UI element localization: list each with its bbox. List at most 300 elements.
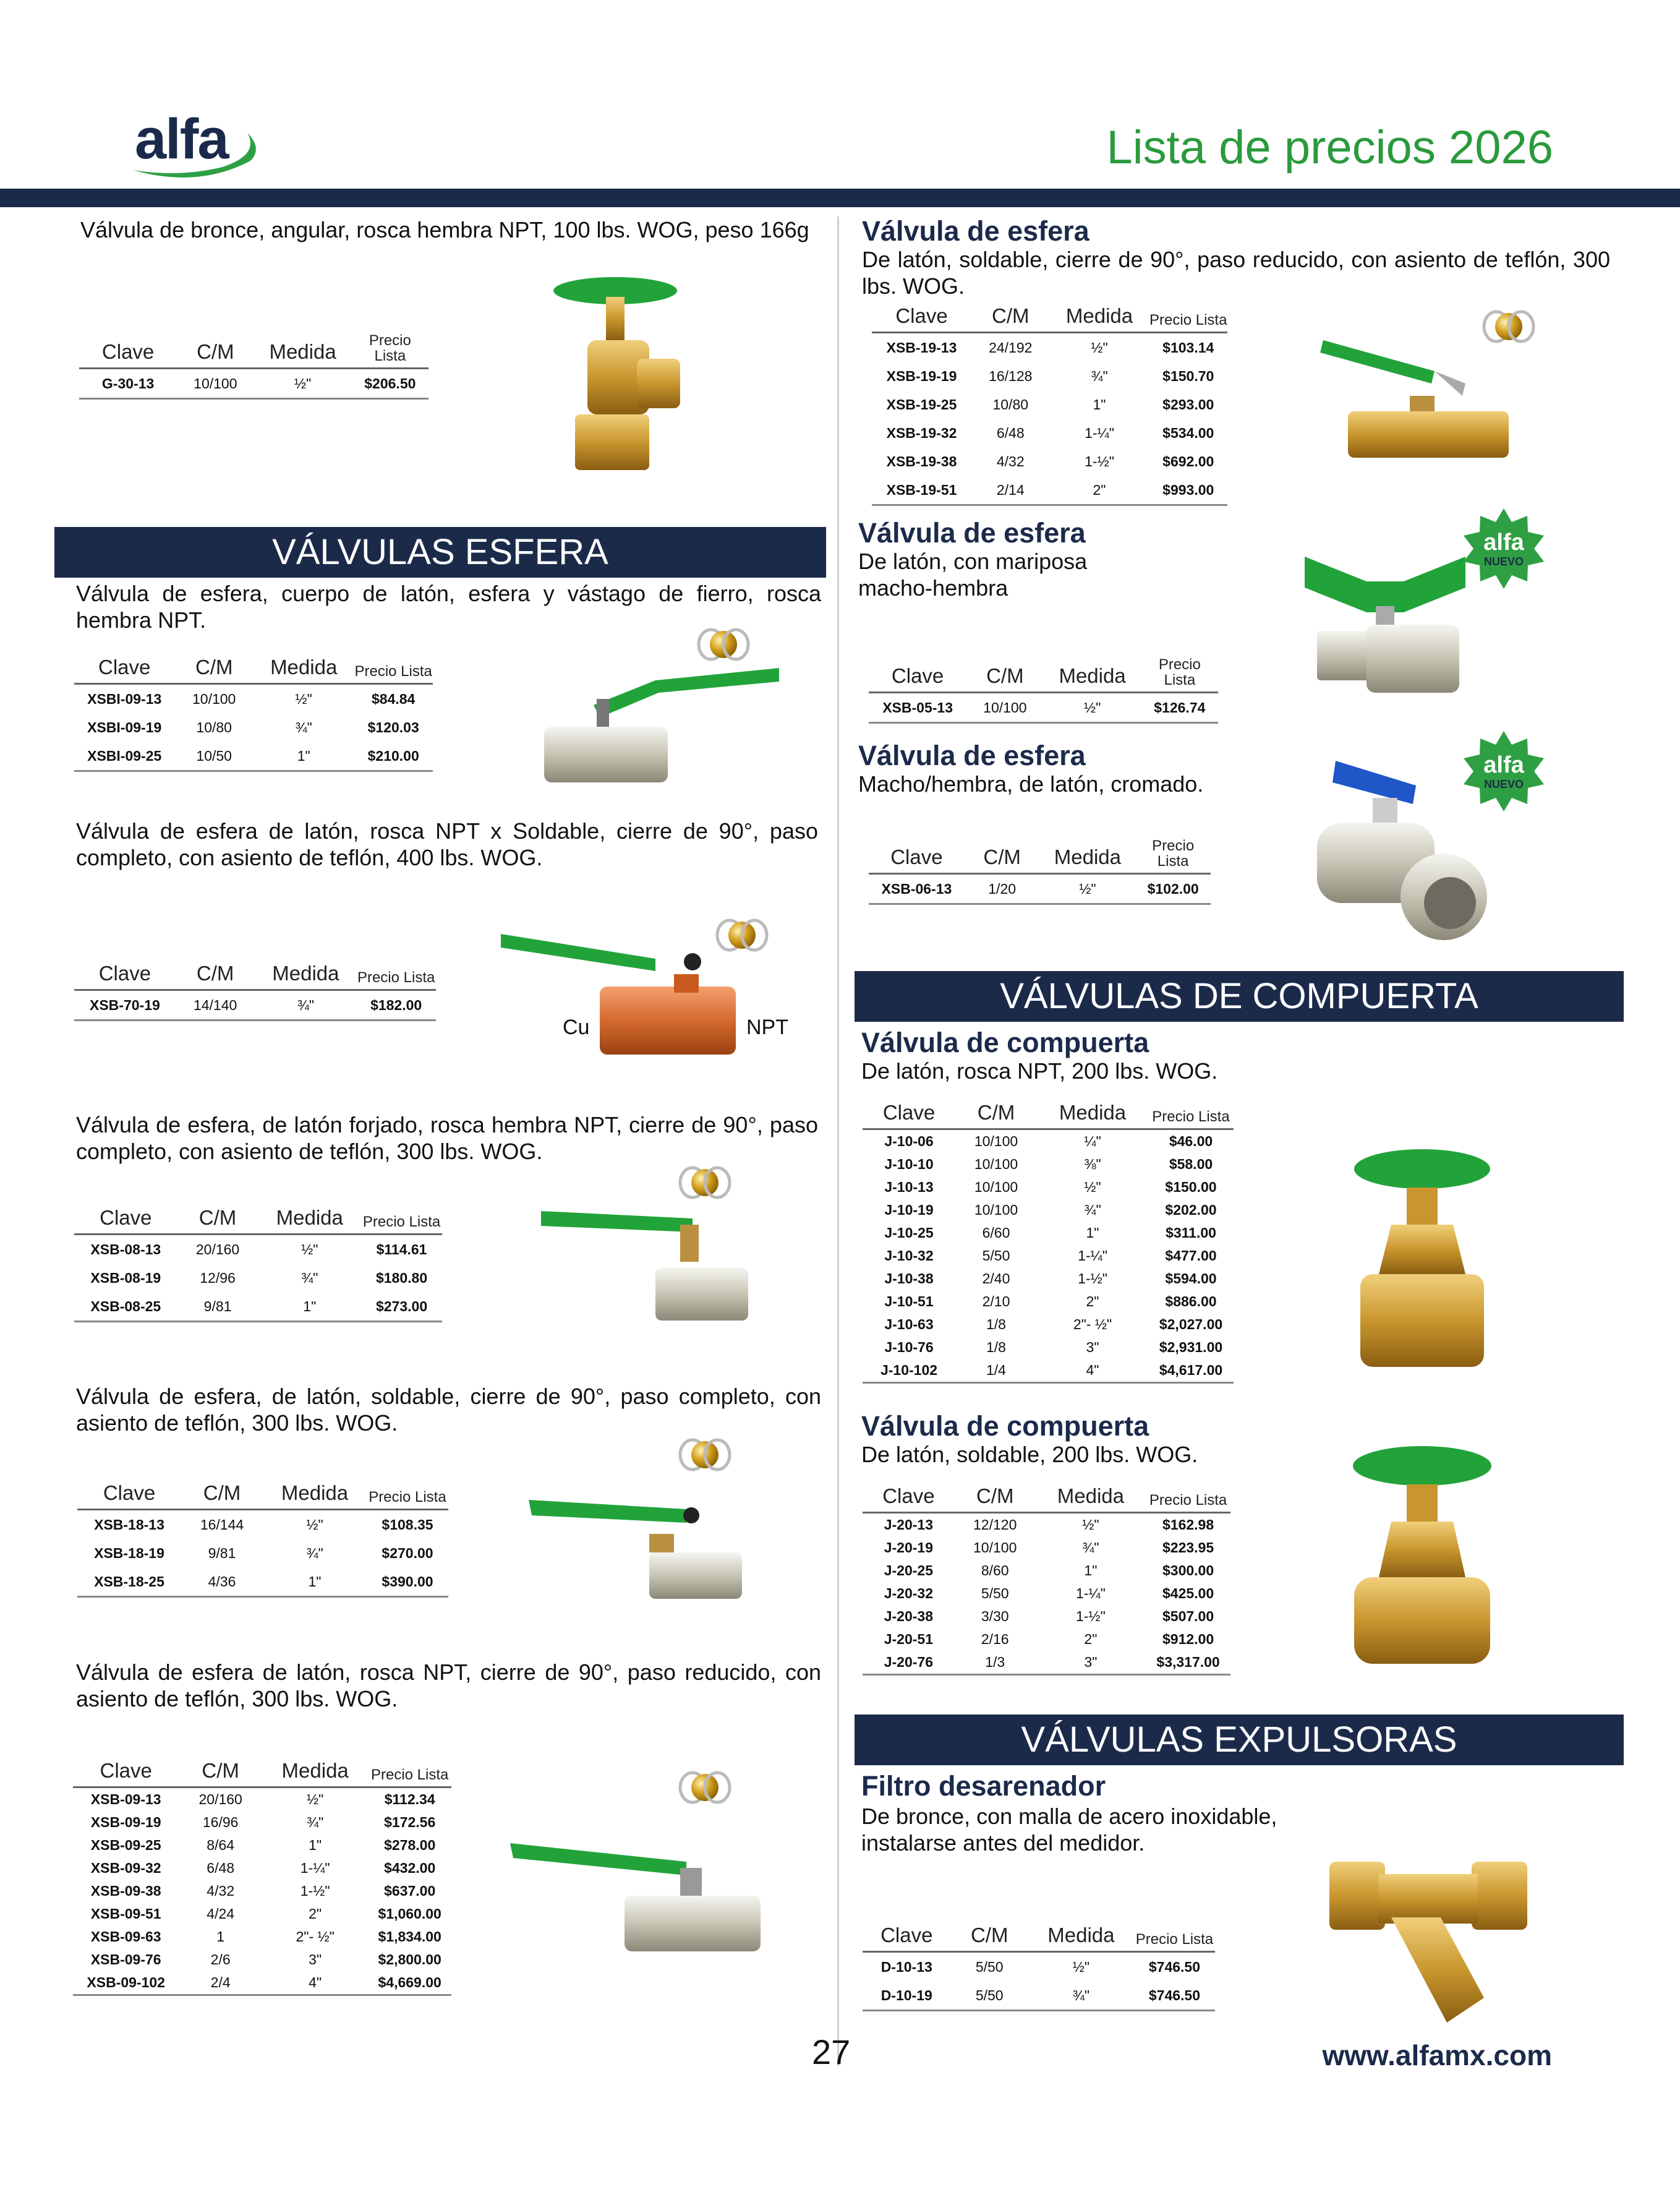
cm-cell: 4/32 xyxy=(996,453,1025,469)
medida-cell: ½" xyxy=(306,1791,324,1807)
cm-cell: 2/40 xyxy=(982,1270,1010,1287)
precio-cell: $1,834.00 xyxy=(378,1929,441,1945)
clave-cell: J-20-13 xyxy=(884,1517,934,1533)
col-medida: Medida xyxy=(254,333,351,369)
cm-cell: 16/96 xyxy=(202,1814,239,1830)
medida-cell: ½" xyxy=(1084,1179,1101,1195)
col-medida: Medida xyxy=(254,656,354,684)
precio-cell: $4,617.00 xyxy=(1148,1359,1234,1383)
cm-cell: 1/4 xyxy=(955,1359,1037,1383)
clave-cell: J-10-102 xyxy=(863,1359,955,1383)
medida-cell: ¼" xyxy=(1084,1133,1101,1149)
clave-cell: XSB-18-19 xyxy=(94,1544,164,1561)
col-cm: C/M xyxy=(179,1759,262,1787)
medida-cell: 1" xyxy=(263,1567,367,1597)
medida-cell: ½" xyxy=(1039,874,1135,904)
precio-cell: $114.61 xyxy=(376,1241,427,1257)
col-clave: Clave xyxy=(74,1206,177,1235)
medida-cell: 1-½" xyxy=(1075,1608,1106,1624)
xsb08-desc: Válvula de esfera, de latón forjado, rosca hembra NPT, cierre de 90°, paso completo, con asiento de teflón, 300 lbs. WOG. xyxy=(76,1112,818,1164)
table-row xyxy=(73,1880,451,1903)
clave-cell: J-10-25 xyxy=(884,1225,934,1241)
xsbi-table xyxy=(74,656,433,772)
medida-cell: ⅜" xyxy=(1084,1156,1101,1172)
precio-cell: $150.00 xyxy=(1165,1179,1217,1195)
col-medida: Medida xyxy=(1036,1484,1146,1513)
clave-cell: XSBI-09-25 xyxy=(74,742,174,771)
precio-cell: $746.50 xyxy=(1148,1958,1201,1975)
j20-desc: De latón, soldable, 200 lbs. WOG. xyxy=(861,1442,1198,1467)
medida-cell: ¾" xyxy=(1082,1539,1099,1556)
table-row xyxy=(73,1948,451,1971)
col-clave: Clave xyxy=(74,962,176,990)
table-row xyxy=(863,1952,1215,1982)
xsb05-desc: De latón, con mariposa macho-hembra xyxy=(858,549,1088,601)
table-row xyxy=(872,362,1227,390)
section-banner-esfera: VÁLVULAS ESFERA xyxy=(54,527,826,578)
precio-cell: $912.00 xyxy=(1162,1631,1214,1647)
xsb09-desc: Válvula de esfera de latón, rosca NPT, cierre de 90°, paso reducido, con asiento de teflón, 300 lbs. WOG. xyxy=(76,1659,821,1711)
cm-cell: 14/140 xyxy=(176,990,255,1021)
d10-desc: De bronce, con malla de acero inoxidable, instalarse antes del medidor. xyxy=(861,1804,1277,1856)
precio-cell: $594.00 xyxy=(1165,1270,1217,1287)
cm-cell: 4/36 xyxy=(181,1567,263,1597)
clave-cell: J-20-38 xyxy=(884,1608,934,1624)
xsb70-valve-image xyxy=(495,915,791,1064)
clave-cell: XSB-19-19 xyxy=(886,367,957,384)
xsb05-valve-image xyxy=(1298,544,1484,717)
table-row xyxy=(74,1292,442,1322)
cm-cell: 5/50 xyxy=(981,1585,1009,1601)
medida-cell: 2"- ½" xyxy=(1073,1316,1112,1332)
col-clave: Clave xyxy=(77,1481,181,1510)
clave-cell: XSB-70-19 xyxy=(74,990,176,1021)
cm-cell: 5/50 xyxy=(982,1248,1010,1264)
medida-cell: ¾" xyxy=(306,1814,324,1830)
table-row xyxy=(872,447,1227,476)
cm-cell: 20/160 xyxy=(195,1241,240,1257)
table-row xyxy=(872,419,1227,447)
xsb05-table xyxy=(869,657,1218,724)
label-npt: NPT xyxy=(746,1016,788,1039)
cm-cell: 5/50 xyxy=(951,1981,1028,2011)
clave-cell: XSB-19-25 xyxy=(886,396,957,413)
header-bar xyxy=(0,189,1680,207)
alfa-logo xyxy=(130,102,266,186)
precio-cell: $112.34 xyxy=(384,1791,435,1807)
table-row xyxy=(863,1176,1234,1199)
label-cu: Cu xyxy=(563,1016,590,1039)
j20-table xyxy=(863,1484,1230,1676)
ball-icon xyxy=(699,630,748,659)
clave-cell: J-20-32 xyxy=(884,1585,934,1601)
table-row xyxy=(77,1567,448,1597)
nuevo-badge xyxy=(1464,508,1544,589)
table-row xyxy=(74,713,433,742)
medida-cell: 2" xyxy=(309,1906,322,1922)
j10-desc: De latón, rosca NPT, 200 lbs. WOG. xyxy=(861,1058,1218,1084)
col-precio: Precio Lista xyxy=(354,656,433,684)
page-title: Lista de precios 2026 xyxy=(1106,121,1553,174)
clave-cell: XSB-18-25 xyxy=(77,1567,181,1597)
clave-cell: J-10-06 xyxy=(884,1133,934,1149)
clave-cell: J-20-19 xyxy=(884,1539,934,1556)
cm-cell: 6/48 xyxy=(996,424,1025,441)
table-row xyxy=(863,1582,1230,1605)
clave-cell: J-10-19 xyxy=(884,1202,934,1218)
j20-title: Válvula de compuerta xyxy=(861,1410,1149,1442)
table-row xyxy=(863,1513,1230,1537)
precio-cell: $126.74 xyxy=(1141,693,1218,723)
col-precio: Precio Lista xyxy=(1149,304,1228,333)
xsb18-table xyxy=(77,1481,448,1598)
table-row xyxy=(863,1129,1234,1154)
medida-cell: 3" xyxy=(309,1951,322,1967)
medida-cell: ¾" xyxy=(255,990,356,1021)
clave-cell: XSB-09-102 xyxy=(73,1971,179,1995)
col-precio: Precio Lista xyxy=(1135,838,1211,874)
medida-cell: ½" xyxy=(1072,1958,1090,1975)
medida-cell: 2" xyxy=(1050,476,1149,505)
col-cm: C/M xyxy=(174,656,254,684)
medida-cell: 1" xyxy=(309,1837,322,1853)
table-row xyxy=(74,684,433,714)
precio-cell: $390.00 xyxy=(367,1567,448,1597)
medida-cell: 4" xyxy=(262,1971,368,1995)
medida-cell: ¾" xyxy=(1028,1981,1134,2011)
table-row xyxy=(863,1290,1234,1313)
precio-cell: $293.00 xyxy=(1162,396,1214,413)
cm-cell: 10/100 xyxy=(974,1202,1018,1218)
medida-cell: ½" xyxy=(306,1516,323,1533)
table-row xyxy=(863,1628,1230,1651)
angular-desc: Válvula de bronce, angular, rosca hembra NPT, 100 lbs. WOG, peso 166g xyxy=(80,217,809,242)
clave-cell: XSB-09-19 xyxy=(90,1814,161,1830)
medida-cell: ½" xyxy=(1091,339,1108,356)
medida-cell: 2" xyxy=(1086,1293,1099,1309)
ball-icon xyxy=(1484,312,1533,341)
cm-cell: 2/6 xyxy=(210,1951,231,1967)
precio-cell: $58.00 xyxy=(1169,1156,1213,1172)
medida-cell: ¾" xyxy=(301,1269,318,1286)
cm-cell: 20/160 xyxy=(198,1791,242,1807)
col-precio: Precio Lista xyxy=(367,1481,448,1510)
table-row xyxy=(863,1559,1230,1582)
medida-cell: ¾" xyxy=(1091,367,1108,384)
col-clave: Clave xyxy=(863,1101,955,1129)
col-precio: Precio Lista xyxy=(361,1206,442,1235)
angular-table xyxy=(79,333,429,400)
cm-cell: 10/100 xyxy=(177,369,254,399)
cm-cell: 12/120 xyxy=(973,1517,1017,1533)
clave-cell: XSB-09-76 xyxy=(90,1951,161,1967)
cm-cell: 1/3 xyxy=(955,1651,1036,1675)
clave-cell: J-20-51 xyxy=(884,1631,934,1647)
clave-cell: XSBI-09-19 xyxy=(87,719,162,735)
precio-cell: $278.00 xyxy=(384,1837,436,1853)
badge-label: NUEVO xyxy=(1483,555,1524,568)
badge-brand: alfa xyxy=(1483,752,1524,778)
badge-brand: alfa xyxy=(1483,529,1524,555)
precio-cell: $172.56 xyxy=(384,1814,436,1830)
medida-cell: ½" xyxy=(1082,1517,1099,1533)
col-cm: C/M xyxy=(181,1481,263,1510)
cm-cell: 3/30 xyxy=(981,1608,1009,1624)
table-row xyxy=(863,1536,1230,1559)
col-precio: Precio Lista xyxy=(356,962,436,990)
medida-cell: 1-½" xyxy=(300,1883,330,1899)
precio-cell: $84.84 xyxy=(372,690,416,707)
col-cm: C/M xyxy=(176,962,255,990)
medida-cell: 3" xyxy=(1036,1651,1146,1675)
xsb19-title: Válvula de esfera xyxy=(862,215,1089,247)
j20-valve-image xyxy=(1342,1441,1503,1676)
precio-cell: $477.00 xyxy=(1165,1248,1217,1264)
precio-cell: $120.03 xyxy=(367,719,419,735)
d10-table xyxy=(863,1924,1215,2011)
clave-cell: XSB-09-32 xyxy=(90,1860,161,1876)
precio-cell: $3,317.00 xyxy=(1146,1651,1230,1675)
clave-cell: XSBI-09-13 xyxy=(87,690,162,707)
xsb06-desc: Macho/hembra, de latón, cromado. xyxy=(858,771,1204,797)
clave-cell: XSB-19-38 xyxy=(886,453,957,469)
section-banner-compuerta: VÁLVULAS DE COMPUERTA xyxy=(855,971,1624,1022)
col-cm: C/M xyxy=(965,838,1040,874)
xsb19-valve-image xyxy=(1311,303,1558,464)
cm-cell: 10/100 xyxy=(974,1179,1018,1195)
clave-cell: D-10-19 xyxy=(863,1981,951,2011)
table-row xyxy=(863,1153,1234,1176)
cm-cell: 16/128 xyxy=(989,367,1033,384)
ball-icon xyxy=(717,920,767,950)
table-row xyxy=(73,1971,451,1995)
cm-cell: 1/8 xyxy=(986,1316,1006,1332)
precio-cell: $103.14 xyxy=(1162,339,1214,356)
clave-cell: J-10-32 xyxy=(884,1248,934,1264)
cm-cell: 6/48 xyxy=(207,1860,235,1876)
d10-filter-image xyxy=(1323,1849,1533,2029)
precio-cell: $311.00 xyxy=(1166,1225,1216,1241)
medida-cell: 3" xyxy=(1086,1339,1099,1355)
logo-text: alfa xyxy=(135,108,228,171)
table-row xyxy=(872,390,1227,419)
page-number: 27 xyxy=(812,2032,851,2071)
cm-cell: 2/14 xyxy=(971,476,1050,505)
medida-cell: ¾" xyxy=(1084,1202,1101,1218)
precio-cell: $432.00 xyxy=(384,1860,436,1876)
col-cm: C/M xyxy=(955,1101,1037,1129)
table-row xyxy=(74,990,436,1021)
col-medida: Medida xyxy=(255,962,356,990)
col-clave: Clave xyxy=(863,1484,955,1513)
precio-cell: $210.00 xyxy=(354,742,433,771)
table-row xyxy=(872,476,1227,505)
cm-cell: 8/60 xyxy=(981,1562,1009,1578)
cm-cell: 5/50 xyxy=(975,1958,1004,1975)
table-row xyxy=(863,1359,1234,1383)
cm-cell: 2/4 xyxy=(179,1971,262,1995)
cm-cell: 10/50 xyxy=(174,742,254,771)
table-row xyxy=(73,1811,451,1834)
precio-cell: $206.50 xyxy=(352,369,429,399)
precio-cell: $182.00 xyxy=(356,990,436,1021)
cm-cell: 12/96 xyxy=(200,1269,236,1286)
col-clave: Clave xyxy=(863,1924,951,1952)
xsb09-table xyxy=(73,1759,451,1996)
ball-icon xyxy=(680,1773,730,1802)
table-row xyxy=(863,1651,1230,1675)
xsb09-valve-image xyxy=(507,1769,767,1954)
xsb70-table xyxy=(74,962,436,1021)
medida-cell: 1-¼" xyxy=(1085,424,1114,441)
col-medida: Medida xyxy=(1037,1101,1148,1129)
table-row xyxy=(872,333,1227,362)
table-row xyxy=(73,1787,451,1812)
table-row xyxy=(74,742,433,771)
precio-cell: $162.98 xyxy=(1162,1517,1214,1533)
nuevo-badge xyxy=(1464,731,1544,811)
precio-cell: $2,027.00 xyxy=(1159,1316,1223,1332)
clave-cell: J-10-10 xyxy=(884,1156,934,1172)
table-row xyxy=(863,1222,1234,1244)
xsb70-desc: Válvula de esfera de latón, rosca NPT x Soldable, cierre de 90°, paso completo, con asiento de teflón, 400 lbs. WOG. xyxy=(76,818,818,870)
table-row xyxy=(73,1834,451,1857)
clave-cell: XSB-18-13 xyxy=(94,1516,164,1533)
cm-cell: 1/20 xyxy=(965,874,1040,904)
clave-cell: J-20-25 xyxy=(884,1562,934,1578)
table-row xyxy=(863,1244,1234,1267)
col-precio: Precio Lista xyxy=(1134,1924,1215,1952)
xsb08-valve-image xyxy=(538,1163,761,1330)
col-medida: Medida xyxy=(1028,1924,1134,1952)
column-divider xyxy=(837,216,839,2066)
col-clave: Clave xyxy=(872,304,971,333)
table-row xyxy=(73,1903,451,1925)
precio-cell: $46.00 xyxy=(1169,1133,1213,1149)
medida-cell: 1" xyxy=(1084,1562,1098,1578)
precio-cell: $534.00 xyxy=(1162,424,1214,441)
j10-table xyxy=(863,1101,1234,1384)
medida-cell: 1" xyxy=(258,1292,361,1322)
cm-cell: 10/100 xyxy=(974,1156,1018,1172)
table-row xyxy=(869,874,1211,904)
clave-cell: XSB-19-32 xyxy=(886,424,957,441)
clave-cell: J-10-63 xyxy=(884,1316,934,1332)
medida-cell: ¾" xyxy=(306,1544,323,1561)
table-row xyxy=(74,1235,442,1264)
xsb06-table xyxy=(869,838,1211,905)
col-cm: C/M xyxy=(177,333,254,369)
col-medida: Medida xyxy=(1050,304,1149,333)
medida-cell: ½" xyxy=(301,1241,318,1257)
col-precio: Precio Lista xyxy=(1141,657,1218,693)
precio-cell: $270.00 xyxy=(382,1544,433,1561)
cm-cell: 8/64 xyxy=(207,1837,235,1853)
cm-cell: 1/8 xyxy=(986,1339,1006,1355)
table-row xyxy=(73,1925,451,1948)
clave-cell: J-10-76 xyxy=(884,1339,934,1355)
precio-cell: $202.00 xyxy=(1165,1202,1217,1218)
angular-valve-image xyxy=(550,272,680,476)
precio-cell: $993.00 xyxy=(1149,476,1228,505)
clave-cell: XSB-09-25 xyxy=(90,1837,161,1853)
ball-icon xyxy=(680,1440,730,1470)
table-row xyxy=(863,1981,1215,2011)
col-clave: Clave xyxy=(869,838,965,874)
d10-title: Filtro desarenador xyxy=(861,1770,1106,1802)
table-row xyxy=(863,1267,1234,1290)
table-row xyxy=(79,369,429,399)
ball-icon xyxy=(680,1168,730,1197)
medida-cell: ¾" xyxy=(295,719,312,735)
col-medida: Medida xyxy=(262,1759,368,1787)
clave-cell: XSB-08-25 xyxy=(74,1292,177,1322)
clave-cell: J-20-76 xyxy=(863,1651,955,1675)
xsbi-desc: Válvula de esfera, cuerpo de latón, esfera y vástago de fierro, rosca hembra NPT. xyxy=(76,581,821,633)
j10-valve-image xyxy=(1348,1144,1496,1373)
xsb18-desc: Válvula de esfera, de latón, soldable, cierre de 90°, paso completo, con asiento de teflón, 300 lbs. WOG. xyxy=(76,1384,821,1436)
col-clave: Clave xyxy=(74,656,174,684)
table-row xyxy=(74,1264,442,1292)
cm-cell: 10/100 xyxy=(192,690,236,707)
xsb06-title: Válvula de esfera xyxy=(858,740,1086,771)
col-cm: C/M xyxy=(951,1924,1028,1952)
cm-cell: 2/10 xyxy=(982,1293,1010,1309)
website-link[interactable]: www.alfamx.com xyxy=(1322,2039,1552,2071)
cm-cell: 16/144 xyxy=(200,1516,244,1533)
xsb19-table xyxy=(872,304,1227,506)
clave-cell: XSB-19-51 xyxy=(872,476,971,505)
cm-cell: 4/32 xyxy=(207,1883,235,1899)
cm-cell: 9/81 xyxy=(208,1544,236,1561)
j10-title: Válvula de compuerta xyxy=(861,1027,1149,1058)
cm-cell: 10/100 xyxy=(974,1133,1018,1149)
cm-cell: 9/81 xyxy=(177,1292,258,1322)
col-cm: C/M xyxy=(971,304,1050,333)
cm-cell: 24/192 xyxy=(989,339,1033,356)
precio-cell: $2,800.00 xyxy=(378,1951,441,1967)
medida-cell: 1-¼" xyxy=(1078,1248,1107,1264)
col-clave: Clave xyxy=(73,1759,179,1787)
medida-cell: 1" xyxy=(1086,1225,1099,1241)
cm-cell: 4/24 xyxy=(207,1906,235,1922)
xsb05-title: Válvula de esfera xyxy=(858,517,1086,549)
col-medida: Medida xyxy=(263,1481,367,1510)
medida-cell: ½" xyxy=(1043,693,1141,723)
medida-cell: 1-½" xyxy=(1078,1270,1107,1287)
medida-cell: 1" xyxy=(254,742,354,771)
col-medida: Medida xyxy=(1039,838,1135,874)
table-row xyxy=(863,1605,1230,1628)
medida-cell: 1-¼" xyxy=(1075,1585,1106,1601)
badge-label: NUEVO xyxy=(1483,778,1524,790)
xsb18-valve-image xyxy=(526,1435,773,1602)
medida-cell: 1-½" xyxy=(1085,453,1114,469)
clave-cell: J-10-13 xyxy=(884,1179,934,1195)
medida-cell: 1" xyxy=(1093,396,1106,413)
precio-cell: $425.00 xyxy=(1162,1585,1214,1601)
xsb08-table xyxy=(74,1206,442,1322)
precio-cell: $886.00 xyxy=(1165,1293,1217,1309)
cm-cell: 10/80 xyxy=(992,396,1029,413)
xsb19-desc: De latón, soldable, cierre de 90°, paso reducido, con asiento de teflón, 300 lbs. WOG. xyxy=(862,247,1610,299)
clave-cell: J-10-51 xyxy=(884,1293,934,1309)
precio-cell: $102.00 xyxy=(1135,874,1211,904)
clave-cell: XSB-08-13 xyxy=(90,1241,161,1257)
col-clave: Clave xyxy=(79,333,177,369)
col-medida: Medida xyxy=(258,1206,361,1235)
precio-cell: $692.00 xyxy=(1162,453,1214,469)
